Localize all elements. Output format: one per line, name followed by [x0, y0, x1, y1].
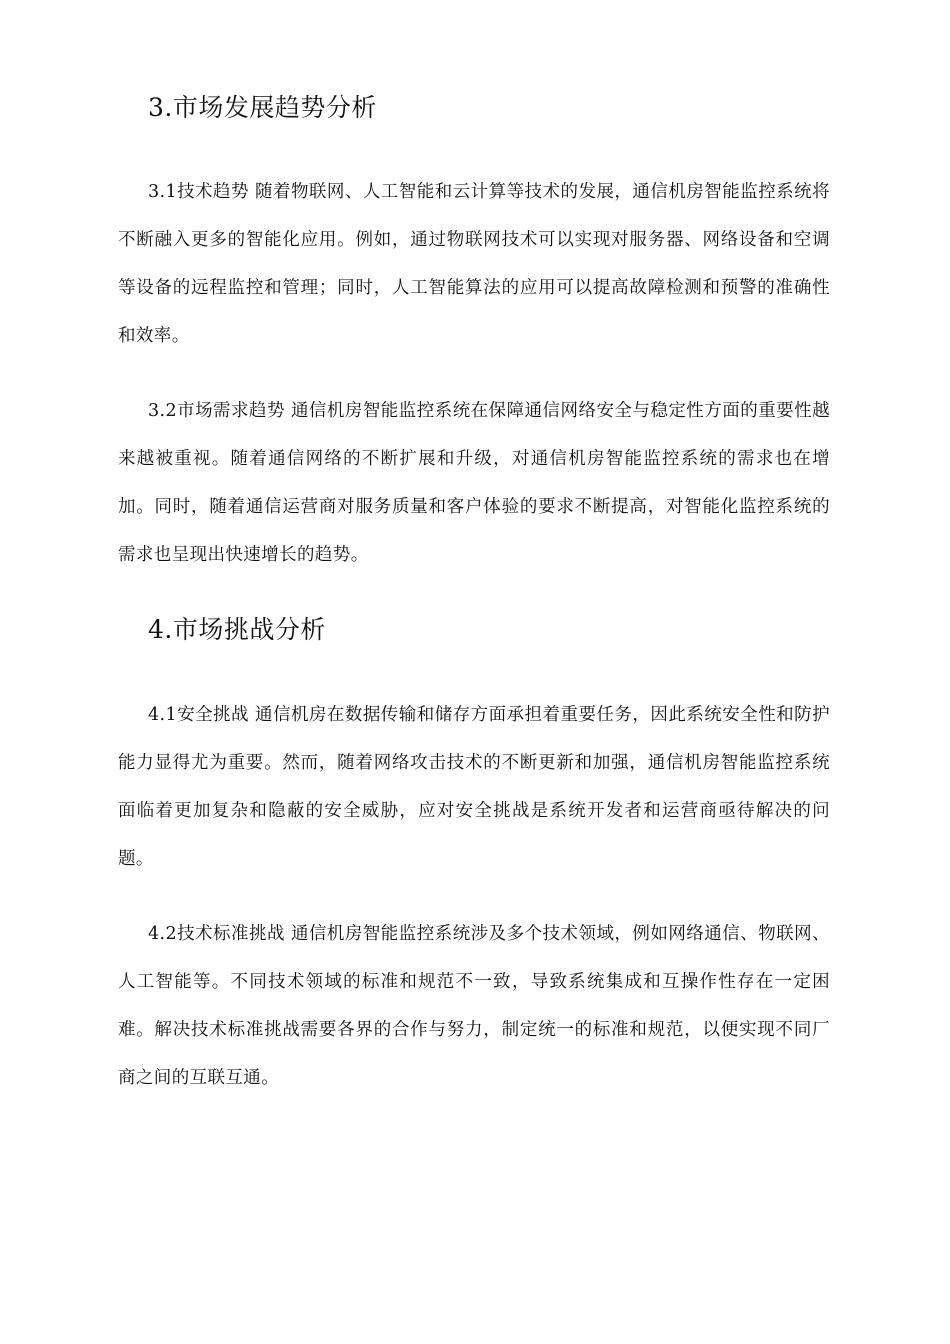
section-heading-market-challenges: 4.市场挑战分析 — [148, 615, 326, 644]
paragraph-security-challenge: 4.1安全挑战 通信机房在数据传输和储存方面承担着重要任务，因此系统安全性和防护能力显得尤为重要。然而，随着网络攻击技术的不断更新和加强，通信机房智能监控系统面临着更加复杂和隐蔽的安全威胁，应对安全挑战是系统开发者和运营商亟待解决的问题。 — [118, 705, 830, 869]
paragraph-technology-trend: 3.1技术趋势 随着物联网、人工智能和云计算等技术的发展，通信机房智能监控系统将不断融入更多的智能化应用。例如，通过物联网技术可以实现对服务器、网络设备和空调等设备的远程监控和管理；同时，人工智能算法的应用可以提高故障检测和预警的准确性和效率。 — [118, 182, 830, 346]
paragraph-market-demand-trend: 3.2市场需求趋势 通信机房智能监控系统在保障通信网络安全与稳定性方面的重要性越来越被重视。随着通信网络的不断扩展和升级，对通信机房智能监控系统的需求也在增加。同时，随着通信运营商对服务质量和客户体验的要求不断提高，对智能化监控系统的需求也呈现出快速增长的趋势。 — [118, 401, 830, 565]
paragraph-technical-standard-challenge: 4.2技术标准挑战 通信机房智能监控系统涉及多个技术领域，例如网络通信、物联网、人工智能等。不同技术领域的标准和规范不一致，导致系统集成和互操作性存在一定困难。解决技术标准挑战需要各界的合作与努力，制定统一的标准和规范，以便实现不同厂商之间的互联互通。 — [118, 924, 830, 1088]
section-heading-market-trends: 3.市场发展趋势分析 — [148, 93, 377, 122]
